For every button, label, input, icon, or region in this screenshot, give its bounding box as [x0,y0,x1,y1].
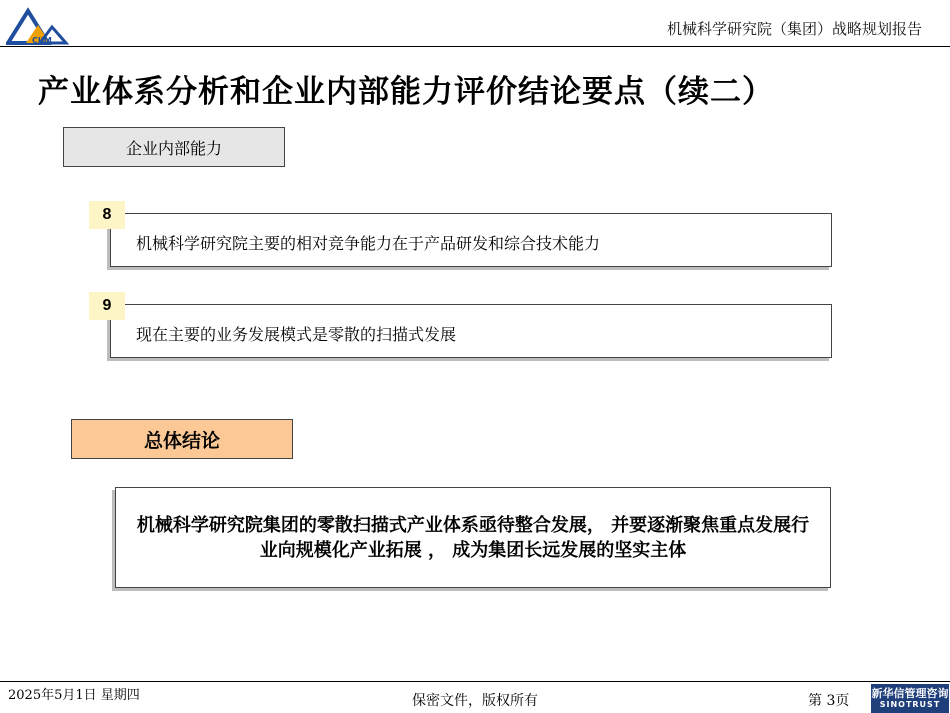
brand-name-cn: 新华信管理咨询 [871,687,949,700]
section-label-internal-capability: 企业内部能力 [63,127,285,167]
sinotrust-logo [871,684,949,713]
footer-date: 2025年5月1日 星期四 [8,688,140,703]
company-logo [6,5,70,45]
finding-text: 机械科学研究院主要的相对竞争能力在于产品研发和综合技术能力 [136,234,601,253]
logo-text: CJIM [32,36,52,45]
finding-number-badge: 9 [89,292,125,320]
header-divider [0,46,950,47]
report-title: 机械科学研究院（集团）战略规划报告 [666,20,922,38]
page-number: 第 3页 [808,693,850,709]
finding-item-9 [110,304,832,358]
finding-number-badge: 8 [89,201,125,229]
finding-text: 现在主要的业务发展模式是零散的扫描式发展 [136,325,457,344]
conclusion-box [115,487,831,588]
page-title: 产业体系分析和企业内部能力评价结论要点（续二） [38,74,774,110]
finding-item-8 [110,213,832,267]
summary-label: 总体结论 [71,419,293,459]
footer-divider [0,681,950,682]
brand-name-en: SINOTRUST [879,700,941,709]
confidential-notice: 保密文件，版权所有 [412,693,538,709]
conclusion-text: 机械科学研究院集团的零散扫描式产业体系亟待整合发展， 并要逐渐聚焦重点发展行业向规模化产业拓展 ， 成为集团长远发展的坚实主体 [136,514,810,561]
